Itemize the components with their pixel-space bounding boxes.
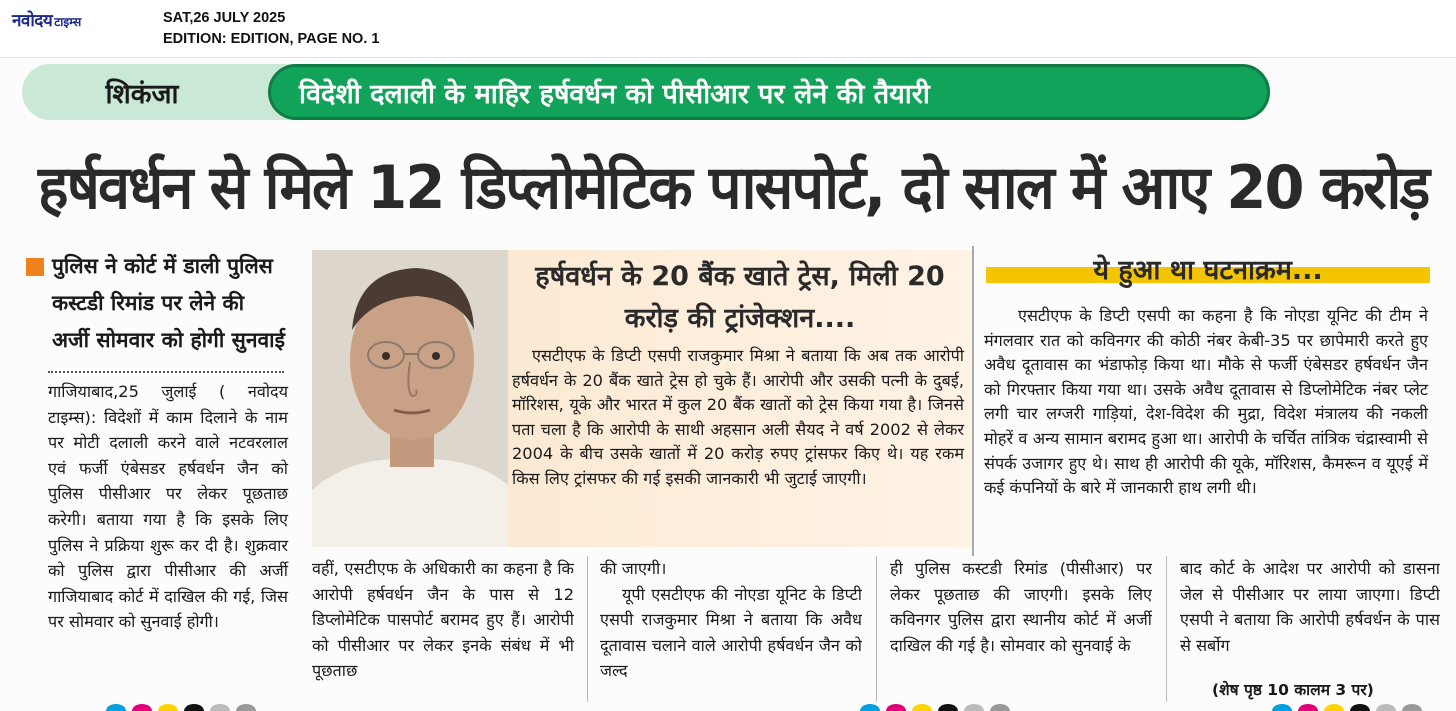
center-story-box <box>312 250 972 547</box>
column-separator <box>587 556 588 702</box>
main-headline: हर्षवर्धन से मिले 12 डिप्लोमेटिक पासपोर्ट, दो साल में आए 20 करोड़ <box>38 153 1429 223</box>
column-separator <box>1166 556 1167 702</box>
center-story-title: हर्षवर्धन के 20 बैंक खाते ट्रेस, मिली 20 करोड़ की ट्रांजेक्शन.... <box>535 261 945 334</box>
vertical-rule <box>972 246 974 556</box>
left-subhead <box>22 248 288 359</box>
kicker-strap: विदेशी दलाली के माहिर हर्षवर्धन को पीसीआर पर लेने की तैयारी <box>268 64 1270 120</box>
edition-info: EDITION: EDITION, PAGE NO. 1 <box>163 31 380 47</box>
body-column-4: बाद कोर्ट के आदेश पर आरोपी को डासना जेल से पीसीआर पर लाया जाएगा। डिप्टी एसपी ने बताया कि आरोपी हर्षवर्धन के पास से सर्बोग <box>1180 559 1440 655</box>
body-column-2-para: यूपी एसटीएफ की नोएडा यूनिट के डिप्टी एसपी राजकुमार मिश्रा ने बताया कि अवैध दूतावास चलाने वाले आरोपी हर्षवर्धन जैन को जल्द <box>600 584 862 681</box>
logo-main-text: नवोदय <box>12 11 53 31</box>
dotted-divider <box>48 371 284 373</box>
right-story-header <box>986 255 1430 286</box>
print-registration-marks <box>106 704 256 711</box>
continued-note: (शेष पृष्ठ 10 कालम 3 पर) <box>1212 681 1374 699</box>
left-column <box>22 248 288 708</box>
body-column-3: ही पुलिस कस्टडी रिमांड (पीसीआर) पर लेकर पूछताछ की जाएगी। इसके लिए कविनगर पुलिस द्वारा स्थानीय कोर्ट में अर्जी दाखिल की गई है। सोमवार को सुनवाई के <box>890 559 1152 655</box>
body-column-2 <box>600 556 862 706</box>
newspaper-logo <box>12 8 81 34</box>
print-registration-marks <box>1272 704 1422 711</box>
bullet-square-icon <box>26 258 44 276</box>
issue-date: SAT,26 JULY 2025 <box>163 10 286 26</box>
logo-sub-text: टाइम्स <box>54 15 82 29</box>
right-story-body: एसटीएफ के डिप्टी एसपी का कहना है कि नोएडा यूनिट की टीम ने मंगलवार रात को कविनगर की कोठी नंबर केबी-35 पर छापेमारी करते हुए अवैध दूतावास का भंडाफोड़ किया था। मौके से फर्जी एंबेसडर हर्षवर्धन जैन को गिरफ्तार किया गया था। उसके अवैध दूतावास से डिप्लोमेटिक नंबर प्लेट लगी चार लग्जरी गाड़ियां, देश-विदेश की मुद्रा, विदेश मंत्रालय की नकली मोहरें व अन्य सामान बरामद हुआ था। आरोपी के चर्चित तांत्रिक चंद्रास्वामी से संपर्क उजागर हुए थे। साथ ही आरोपी की यूके, मॉरिशस, कैमरून व यूएई में कई कंपनियों के बारे में जानकारी हाथ लगी थी। <box>984 306 1428 498</box>
left-subhead-text: पुलिस ने कोर्ट में डाली पुलिस कस्टडी रिमांड पर लेने की अर्जी सोमवार को होगी सुनवाई <box>52 254 285 352</box>
accused-photo <box>312 250 508 547</box>
kicker-tag: शिकंजा <box>105 78 179 110</box>
body-column-1: वहीं, एसटीएफ के अधिकारी का कहना है कि आरोपी हर्षवर्धन जैन के पास से 12 डिप्लोमेटिक पासपोर्ट बरामद हुए हैं। आरोपी को पीसीआर पर लेकर इनके संबंध में भी पूछताछ <box>312 559 574 681</box>
center-story-body: एसटीएफ के डिप्टी एसपी राजकुमार मिश्रा ने बताया कि अब तक आरोपी हर्षवर्धन के 20 बैंक खाते ट्रेस हो चुके हैं। आरोपी और उसकी पत्नी के दुबई, मॉरिशस, यूके और भारत में कुल 20 बैंक खातों को ट्रेस किया गया है। जिनसे पता चला है कि आरोपी के साथी अहसान अली सैयद ने वर्ष 2002 से लेकर 2004 के बीच उसके खातों में 20 करोड़ रुपए ट्रांसफर किए थे। यह रकम किस लिए ट्रांसफर की गई इसकी जानकारी भी जुटाई जाएगी। <box>512 346 964 488</box>
newspaper-page <box>0 58 1456 711</box>
top-bar <box>0 0 1456 58</box>
column-separator <box>876 556 877 702</box>
body-column-2-top: की जाएगी। <box>600 559 667 578</box>
left-body-text: गाजियाबाद,25 जुलाई ( नवोदय टाइम्स): विदेशों में काम दिलाने के नाम पर मोटी दलाली करने वाले नटवरलाल एवं फर्जी एंबेसडर हर्षवर्धन जैन को पुलिस पीसीआर पर लेकर पूछताछ करेगी। बताया गया है कि इसके लिए पुलिस ने प्रक्रिया शुरू कर दी है। शुक्रवार को पुलिस द्वारा पीसीआर की अर्जी गाजियाबाद कोर्ट में दाखिल की गई, जिस पर सोमवार को सुनवाई होगी। <box>48 382 288 632</box>
portrait-illustration <box>312 250 508 547</box>
right-story-title: ये हुआ था घटनाक्रम... <box>1093 255 1323 286</box>
print-registration-marks <box>860 704 1010 711</box>
edition-meta <box>163 8 379 50</box>
